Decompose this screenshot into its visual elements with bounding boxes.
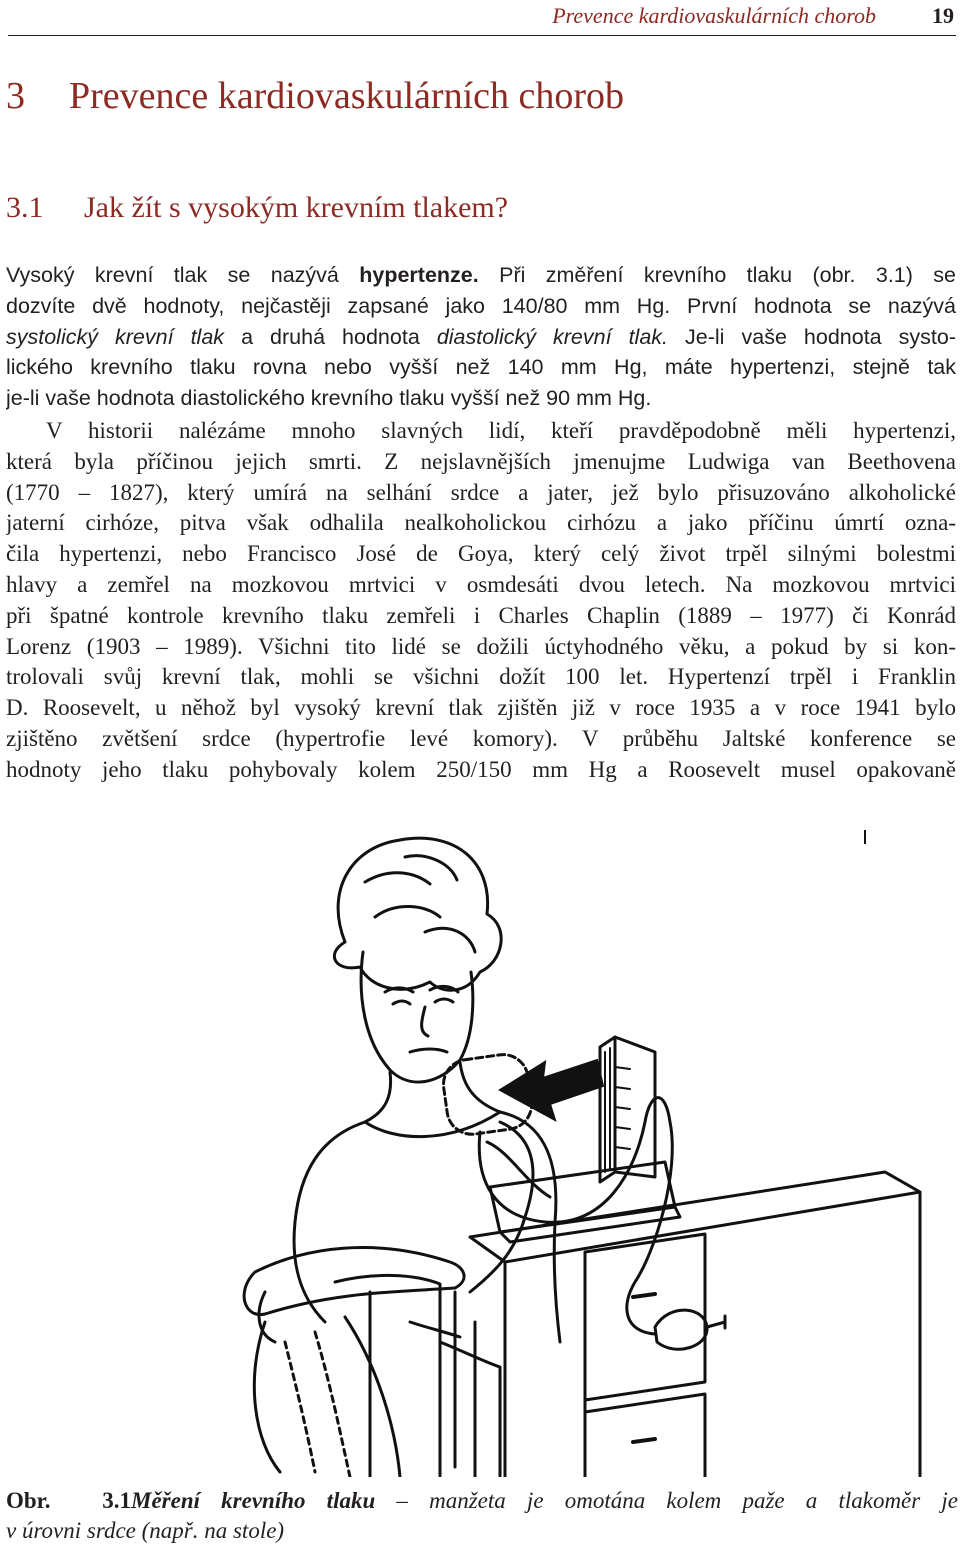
text-line: trolovali svůj krevní tlak, mohli se všichni dožít 100 let. Hypertenzí trpěl i Franklin [6,664,956,690]
text-line: zjištěno zvětšení srdce (hypertrofie levé komory). V průběhu Jaltské konference se [6,725,956,751]
arrow-icon [500,1060,603,1120]
text-span: a druhá hodnota [224,324,437,349]
text-line: jaterní cirhóze, pitva však odhalila nealkoholickou cirhózu a jako příčinu úmrtí ozna- [6,510,956,536]
figure-label: Obr. 3.1 [6,1488,131,1513]
text-line: Lorenz (1903 – 1989). Všichni tito lidé se dožili úctyhodného věku, a pokud by si kon- [6,633,956,659]
text-line: při špatné kontrole krevního tlaku zemřeli i Charles Chaplin (1889 – 1977) či Konrád [6,602,956,628]
text-line: je-li vaše hodnota diastolického krevního tlaku vyšší než 90 mm Hg. [6,386,652,411]
text-line: která byla příčinou jejich smrti. Z nejslavnějších jmenujme Ludwiga van Beethovena [6,448,956,474]
header-rule [8,35,956,36]
pump-bulb [655,1310,725,1349]
torso-outline [294,1112,560,1342]
neck-outline [365,1062,500,1122]
text-span: Vysoký krevní tlak se nazývá [6,263,360,287]
text-line [6,260,956,291]
figure-title: Měření krevního tlaku [131,1488,376,1513]
text-line: (1770 – 1827), který umírá na selhání srdce a jater, jež bylo přisuzováno alkoholické [6,479,956,505]
desk-outline [470,1172,920,1477]
chapter-title: Prevence kardiovaskulárních chorob [69,75,625,117]
caption-line [6,1486,958,1516]
text-line: lického krevního tlaku rovna nebo vyšší než 140 mm Hg, máte hypertenzi, stejně tak [6,355,956,380]
text-line: dozvíte dvě hodnoty, nejčastěji zapsané jako 140/80 mm Hg. První hodnota se nazývá [6,293,956,318]
caption-line: v úrovni srdce (např. na stole) [6,1518,285,1543]
term-systolic: systolický krevní tlak [6,324,225,349]
paragraph-history [6,416,956,786]
skirt-outline [254,1317,400,1477]
section-heading [6,191,508,225]
term-diastolic: diastolický krevní tlak. [436,324,669,349]
figure-caption [6,1486,958,1546]
text-line: čila hypertenzi, nebo Francisco José de Goya, který celý život trpěl silnými bolestmi [6,541,956,567]
text-line: V historii nalézáme mnoho slavných lidí, kteří pravděpodobně měli hypertenzi, [46,418,956,443]
page-number: 19 [932,3,954,28]
chapter-number: 3 [6,75,25,117]
chapter-heading [6,74,624,118]
paragraph-intro [6,260,956,414]
running-head [0,3,954,31]
text-line: hlavy a zemřel na mozkovou mrtvici v osmdesáti dvou letech. Na mozkovou mrtvici [6,571,956,597]
running-head-title: Prevence kardiovaskulárních chorob [552,3,876,28]
section-title: Jak žít s vysokým krevním tlakem? [84,191,509,224]
text-line: D. Roosevelt, u něhož byl vysoký krevní tlak zjištěn již v roce 1935 a v roce 1941 bylo [6,695,956,721]
text-span: Je-li vaše hodnota systo- [668,324,956,349]
hair-outline [334,838,501,990]
blood-pressure-illustration [225,822,960,1477]
manometer-base [490,1162,680,1242]
section-number: 3.1 [6,191,44,224]
text-line [6,322,956,353]
caption-text: – manžeta je omotána kolem paže a tlakoměr je [375,1488,958,1513]
text-span: Při změření krevního tlaku (obr. 3.1) se [478,263,956,287]
term-hypertenze: hypertenze. [359,263,479,287]
text-line: hodnoty jeho tlaku pohybovaly kolem 250/150 mm Hg a Roosevelt musel opakovaně [6,756,956,782]
tube [479,1098,672,1334]
